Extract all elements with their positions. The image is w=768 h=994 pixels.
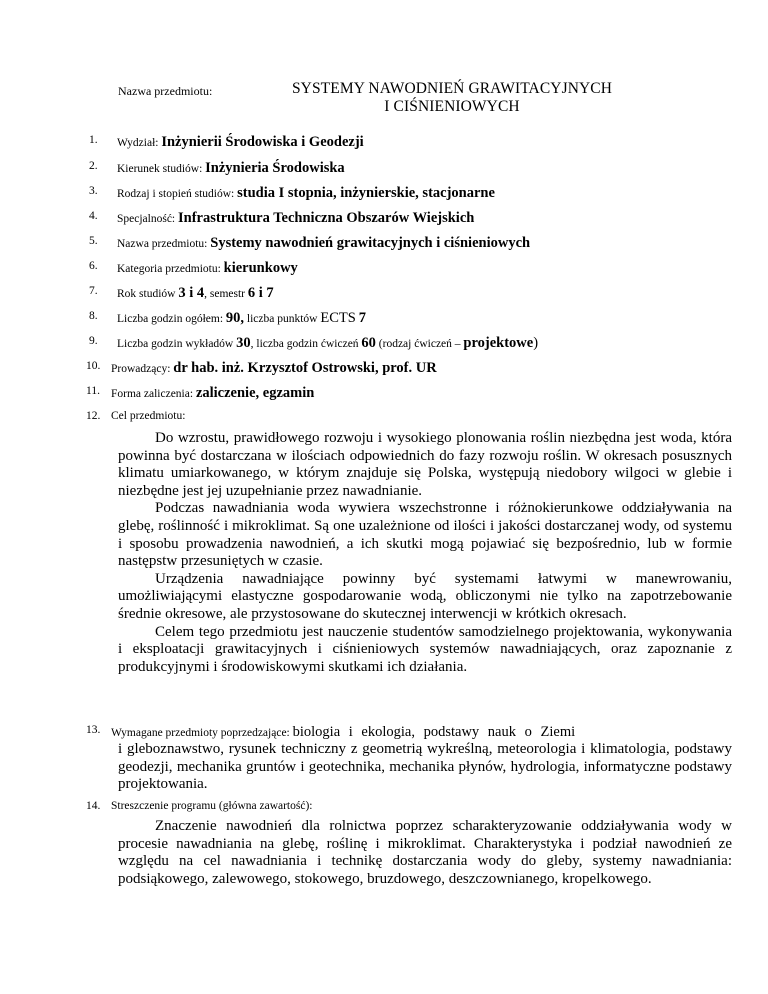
paragraph: Znaczenie nawodnień dla rolnictwa poprzez scharakteryzowanie oddziaływania wody w procesie nawadniania na glebę, roślinę i mikroklimat. Charakterystyka i podział nawodnień ze względu na cel nawadniania i technikę dostarczania wody do gleby, systemy nawadniania: podsiąkowego, zalewowego, stokowego, bruzdowego, deszczownianego, kropelkowego. [118,818,732,887]
cel-przedmiotu-text [118,430,732,676]
item-number: 8. [89,310,98,322]
item-label: liczba punktów [246,313,318,325]
item-value: Infrastruktura Techniczna Obszarów Wiejskich [178,210,475,226]
item-value: zaliczenie, egzamin [195,385,315,401]
item-number: 10. [86,360,101,372]
item-value: studia I stopnia, inżynierskie, stacjonarne [237,185,495,201]
item-label: Forma zaliczenia: [111,388,194,400]
item-label: Wydział: [117,137,159,149]
item-number: 11. [86,385,100,397]
item-number: 7. [89,285,98,297]
item-label: (rodzaj ćwiczeń – [378,338,461,350]
item-value: Inżynierii Środowiska i Geodezji [161,134,364,150]
item-label: Nazwa przedmiotu: [117,238,208,250]
item-value: projektowe [463,335,534,351]
item-label: Kierunek studiów: [117,163,203,175]
document-title [262,80,642,116]
item-value: dr hab. inż. Krzysztof Ostrowski, prof. UR [173,360,437,376]
item-label: Wymagane przedmioty poprzedzające: [111,727,290,739]
item-label: Specjalność: [117,213,176,225]
item-value: 3 i 4 [178,285,205,301]
item-number: 12. [86,410,101,422]
streszczenie-text [118,818,732,888]
item-value: Systemy nawodnień grawitacyjnych i ciśnieniowych [210,235,531,251]
item-number: 1. [89,134,98,146]
item-label: Rodzaj i stopień studiów: [117,188,235,200]
item-label: Prowadzący: [111,363,171,375]
item-value: 7 [358,310,366,326]
item-number: 3. [89,185,98,197]
item-label: Liczba godzin wykładów [117,338,234,350]
wymagane-text: i gleboznawstwo, rysunek techniczny z geometrią wykreślną, meteorologia i klimatologia, podstawy geodezji, mechanika gruntów i geotechnika, mechanika płynów, hydrologia, informatyczne podstawy projektowania. [118,741,732,793]
paragraph: Do wzrostu, prawidłowego rozwoju i wysokiego plonowania roślin niezbędna jest woda, która powinna być dostarczana w ilościach odpowiednich do fazy rozwoju roślin. W okresach posusznych klimatu umiarkowanego, w którym znajduje się Polska, występują niedobory wilgoci w glebie i niezbędne jest jej uzupełnianie przez nawadnianie. [118,430,732,499]
item-close-paren: ) [533,335,539,351]
item-number: 5. [89,235,98,247]
title-line-1: SYSTEMY NAWODNIEŃ GRAWITACYJNYCH [291,80,613,97]
item-value: Inżynieria Środowiska [205,160,345,176]
item-label: Kategoria przedmiotu: [117,263,221,275]
title-line-2: I CIŚNIENIOWYCH [384,98,520,115]
item-number: 6. [89,260,98,272]
item-label: Liczba godzin ogółem: [117,313,224,325]
paragraph: Podczas nawadniania woda wywiera wszechstronne i różnokierunkowe oddziaływania na glebę, roślinność i mikroklimat. Są one uzależnione od ilości i jakości dostarczanej wody, od systemu i sposobu prowadzenia nawodnień, a ich skutki mogą pojawiać się bezpośrednio, lub w formie następstw przesuniętych w czasie. [118,500,732,570]
item-number: 2. [89,160,98,172]
item-label: , liczba godzin ćwiczeń [250,338,359,350]
item-value: 30 [236,335,251,351]
item-value: 6 i 7 [247,285,274,301]
item-value: kierunkowy [223,260,298,276]
item-label: Streszczenie programu (główna zawartość): [111,800,313,812]
item-number: 4. [89,210,98,222]
paragraph: Celem tego przedmiotu jest nauczenie studentów samodzielnego projektowania, wykonywania i eksploatacji grawitacyjnych i ciśnieniowych systemów nawadniających, oraz zapoznanie z produkcyjnymi i środowiskowymi skutkami ich działania. [118,623,732,675]
paragraph: Urządzenia nawadniające powinny być systemami łatwymi w manewrowaniu, umożliwiającymi elastyczne gospodarowanie wodą, obliczonymi nie tylko na zapotrzebowanie średnie okresowe, ale przystosowane do skutecznej interwencji w krótkich okresach. [118,570,732,622]
item-number: 13. [86,724,101,736]
item-value-plain: ECTS [320,310,356,326]
item-number: 14. [86,800,101,812]
item-value: 60 [361,335,376,351]
header-label: Nazwa przedmiotu: [118,84,213,98]
item-label: Cel przedmiotu: [111,410,186,422]
item-label: , semestr [204,288,246,300]
item-label: Rok studiów [117,288,176,300]
item-number: 9. [89,335,98,347]
item-value: 90, [225,310,245,326]
wymagane-first-line: biologia i ekologia, podstawy nauk o Ziemi [292,724,576,740]
